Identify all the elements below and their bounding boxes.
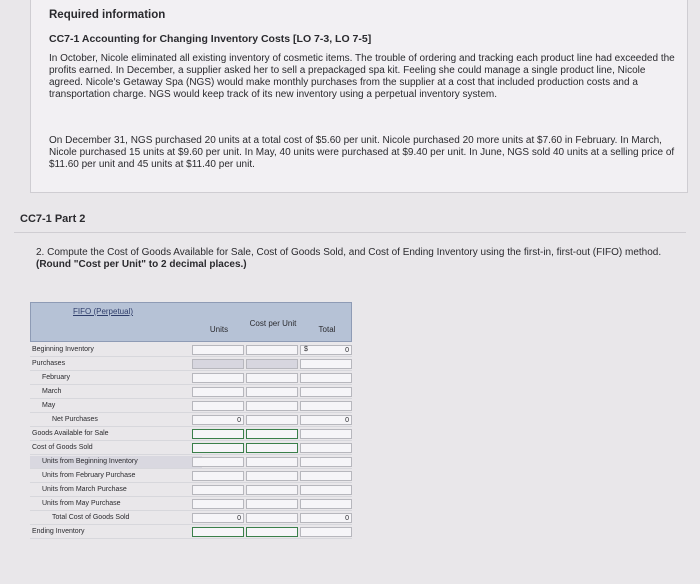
units-input[interactable] — [192, 345, 244, 355]
total-input[interactable] — [300, 485, 352, 495]
part-title: CC7-1 Part 2 — [20, 213, 86, 225]
row-label: Total Cost of Goods Sold — [52, 514, 130, 521]
table-row — [30, 344, 352, 357]
question-text — [36, 247, 676, 271]
units-input[interactable] — [192, 457, 244, 467]
units-input[interactable] — [192, 527, 244, 537]
cost-per-unit-input[interactable] — [246, 387, 298, 397]
total-input[interactable] — [300, 443, 352, 453]
cost-per-unit-input[interactable] — [246, 485, 298, 495]
table-row — [30, 386, 352, 399]
divider — [14, 232, 686, 233]
cost-per-unit-input[interactable] — [246, 513, 298, 523]
units-column-header: Units — [209, 325, 229, 334]
units-input[interactable]: 0 — [192, 513, 244, 523]
total-input[interactable] — [300, 527, 352, 537]
cost-per-unit-input[interactable] — [246, 527, 298, 537]
row-label: Units from May Purchase — [42, 500, 121, 507]
total-input[interactable] — [300, 359, 352, 369]
row-label: Net Purchases — [52, 416, 98, 423]
row-label: Units from March Purchase — [42, 486, 127, 493]
cost-per-unit-input[interactable] — [246, 429, 298, 439]
units-input[interactable]: 0 — [192, 415, 244, 425]
row-label: February — [42, 374, 71, 381]
fifo-perpetual-label: FIFO (Perpetual) — [73, 307, 134, 316]
row-label: Units from Beginning Inventory — [30, 456, 202, 468]
table-row — [30, 456, 352, 469]
total-input[interactable] — [300, 499, 352, 509]
units-input[interactable] — [192, 429, 244, 439]
total-input[interactable] — [300, 429, 352, 439]
cost-per-unit-input[interactable] — [246, 401, 298, 411]
table-row — [30, 498, 352, 511]
table-row — [30, 400, 352, 413]
units-input[interactable] — [192, 373, 244, 383]
row-label: March — [42, 388, 62, 395]
table-header — [30, 302, 352, 342]
units-input[interactable] — [192, 359, 244, 369]
row-label: Units from February Purchase — [42, 472, 136, 479]
total-input[interactable]: 0 — [300, 415, 352, 425]
dollar-sign: $ — [304, 346, 308, 353]
cost-per-unit-input[interactable] — [246, 443, 298, 453]
cost-per-unit-input[interactable] — [246, 457, 298, 467]
units-input[interactable] — [192, 471, 244, 481]
table-row — [30, 484, 352, 497]
units-input[interactable] — [192, 401, 244, 411]
cost-per-unit-input[interactable] — [246, 345, 298, 355]
table-row — [30, 526, 352, 539]
fifo-table — [30, 302, 352, 564]
total-input[interactable] — [300, 373, 352, 383]
cost-per-unit-input[interactable] — [246, 373, 298, 383]
row-label: Beginning Inventory — [32, 346, 94, 353]
row-label: May — [42, 402, 56, 409]
question-body: 2. Compute the Cost of Goods Available for Sale, Cost of Goods Sold, and Cost of Ending Inventory using the first-in, first-out (FIFO) method. — [36, 247, 662, 258]
total-input[interactable] — [300, 387, 352, 397]
table-row — [30, 358, 352, 371]
panel-title: Required information — [49, 9, 166, 21]
cost-per-unit-input[interactable] — [246, 471, 298, 481]
units-input[interactable] — [192, 485, 244, 495]
table-row — [30, 414, 352, 427]
table-row — [30, 442, 352, 455]
cost-per-unit-input[interactable] — [246, 415, 298, 425]
total-input[interactable] — [300, 471, 352, 481]
cost-per-unit-column-header: Cost per Unit — [249, 319, 297, 328]
total-input[interactable]: 0 — [300, 513, 352, 523]
row-label: Goods Available for Sale — [32, 430, 109, 437]
required-information-panel — [30, 0, 688, 193]
question-note: (Round "Cost per Unit" to 2 decimal places.) — [36, 259, 247, 270]
table-row — [30, 372, 352, 385]
cost-per-unit-input[interactable] — [246, 359, 298, 369]
units-input[interactable] — [192, 387, 244, 397]
total-input[interactable] — [300, 457, 352, 467]
total-input[interactable]: 0 — [300, 345, 352, 355]
table-row — [30, 470, 352, 483]
table-row — [30, 428, 352, 441]
units-input[interactable] — [192, 443, 244, 453]
problem-subtitle: CC7-1 Accounting for Changing Inventory Costs [LO 7-3, LO 7-5] — [49, 33, 372, 45]
row-label: Cost of Goods Sold — [32, 444, 93, 451]
problem-paragraph-2: On December 31, NGS purchased 20 units at a total cost of $5.60 per unit. Nicole purchased 20 more units at $7.60 in February. In March, Nicole purchased 15 units at $9.60 per unit. In May, 40 units were purchased at $9.40 per unit. In June, NGS sold 40 units at a selling price of $11.60 per unit and 45 units at $11.40 per unit. — [49, 135, 675, 170]
units-input[interactable] — [192, 499, 244, 509]
row-label: Ending Inventory — [32, 528, 85, 535]
total-column-header: Total — [318, 325, 336, 334]
row-label: Purchases — [32, 360, 66, 367]
table-row — [30, 512, 352, 525]
total-input[interactable] — [300, 401, 352, 411]
cost-per-unit-input[interactable] — [246, 499, 298, 509]
problem-paragraph-1: In October, Nicole eliminated all existing inventory of cosmetic items. The trouble of ordering and tracking each product line had exceeded the profits earned. In December, a supplier asked her to sell a prepackaged spa kit. Feeling she could manage a single product line, Nicole agreed. Nicole's Getaway Spa (NGS) would make monthly purchases from the supplier at a cost that included production costs and a transportation charge. NGS would keep track of its new inventory using a perpetual inventory system. — [49, 53, 675, 100]
